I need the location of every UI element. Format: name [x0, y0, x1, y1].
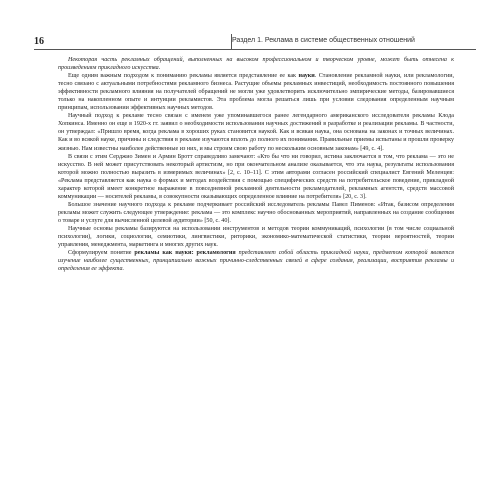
paragraph-1: Некоторая часть рекламных обращений, выполненных на высоком профессиональном и творческом уровне, может быть отнесена к произведениям прикладного искусства.	[58, 57, 454, 72]
page-header	[34, 36, 476, 50]
header-rule	[34, 49, 476, 50]
text-run: Сформулируем понятие	[68, 250, 135, 257]
paragraph-4: В связи с этим Серджио Зимен и Армин Бротт справедливо замечают: «Кто бы что ни говорил, истина заключается в том, что реклама — это не искусство. В ней может присутствовать некоторый артистизм, но при окончательном анализе оказывается, что эта наука, результаты использования которой можно полностью выразить в измеримых величинах» [2, с. 10–11]. С этим авторами согласен российский специалист Евгений Меленцев: «Реклама представляется как наука о формах и методах воздействия с помощью специфических средств на потребительское поведение, прикладной характер которой имеет конкретное выражение в повседневной рекламной деятельности рекламодателей, рекламных агентств, средств массовой коммуникации — носителей рекламы, в совокупности оказывающих определенное влияние на потребителя» [20, с. 3].	[58, 153, 454, 200]
paragraph-5: Большое значение научного подхода к рекламе подчеркивает российский исследователь рекламы Павел Пименов: «Итак, базисом определения рекламы может служить следующее утверждение: реклама — это комплекс научно обоснованных мероприятий, направленных на создание сообщения о товаре и услуге для вычисленной целевой аудитории» [50, с. 40].	[58, 201, 454, 224]
paragraph-2	[58, 72, 454, 112]
term-advertising-science: рекламы как науки: рекламология	[134, 250, 236, 257]
body-text	[58, 56, 454, 273]
term-science: науки	[298, 73, 315, 80]
paragraph-7	[58, 249, 454, 273]
page-number: 16	[34, 36, 44, 47]
paragraph-3: Научный подход к рекламе тесно связан с именем уже упоминавшегося ранее легендарного американского исследователя рекламы Клода Хопкинса. Именно он еще в 1920-х гг. заявил о необходимости использования научных достижений в разработке и реализации рекламы. В частности, он утверждал: «Пришло время, когда реклама в хороших руках становится наукой. Как и всякая наука, она основана на законах и точных величинах. Как и во всякой науке, причины и следствия в рекламе изучаются вплоть до полного их понимания. Правильные приемы испытаны и прошли проверку жизнью. Нам известны наиболее действенные из них, и мы строим свою работу по нескольким основным законам» [49, с. 4].	[58, 113, 454, 152]
running-title: Раздел 1. Реклама в системе общественных отношений	[232, 37, 415, 44]
text-run: . Становление рекламной науки, или рекламологии, тесно связано с актуальными потребностями рекламного бизнеса. Растущие объемы рекламных инвестиций, необходимость постоянного повышения эффективности рекламного влияния на получателей обращений не могли уже удовлетворить исключительно эмпирические методы, базировавшиеся только на накопленном опыте и интуиции рекламистов. Эта проблема могла решаться лишь при условии следования определенным научным принципам, использовании эффективных научных методов.	[58, 73, 454, 112]
text-run: Еще одним важным подходом к пониманию рекламы является представление ее как	[68, 73, 299, 80]
definition-text: представляет собой область прикладной науки, предметом которой является изучение наиболее существенных, принципиально важных причинно-следственных связей в сфере создания, реализации, восприятия рекламы и определения ее эффекта.	[58, 250, 454, 273]
paragraph-6: Научные основы рекламы базируются на использовании инструментов и методов теории коммуникаций, психологии (в том числе социальной психологии), логики, социологии, семиотики, лингвистики, риторики, экономико-математической статистики, теории вероятностей, теории управления, менеджмента, маркетинга и многих других наук.	[58, 225, 454, 249]
header-separator	[231, 34, 232, 50]
